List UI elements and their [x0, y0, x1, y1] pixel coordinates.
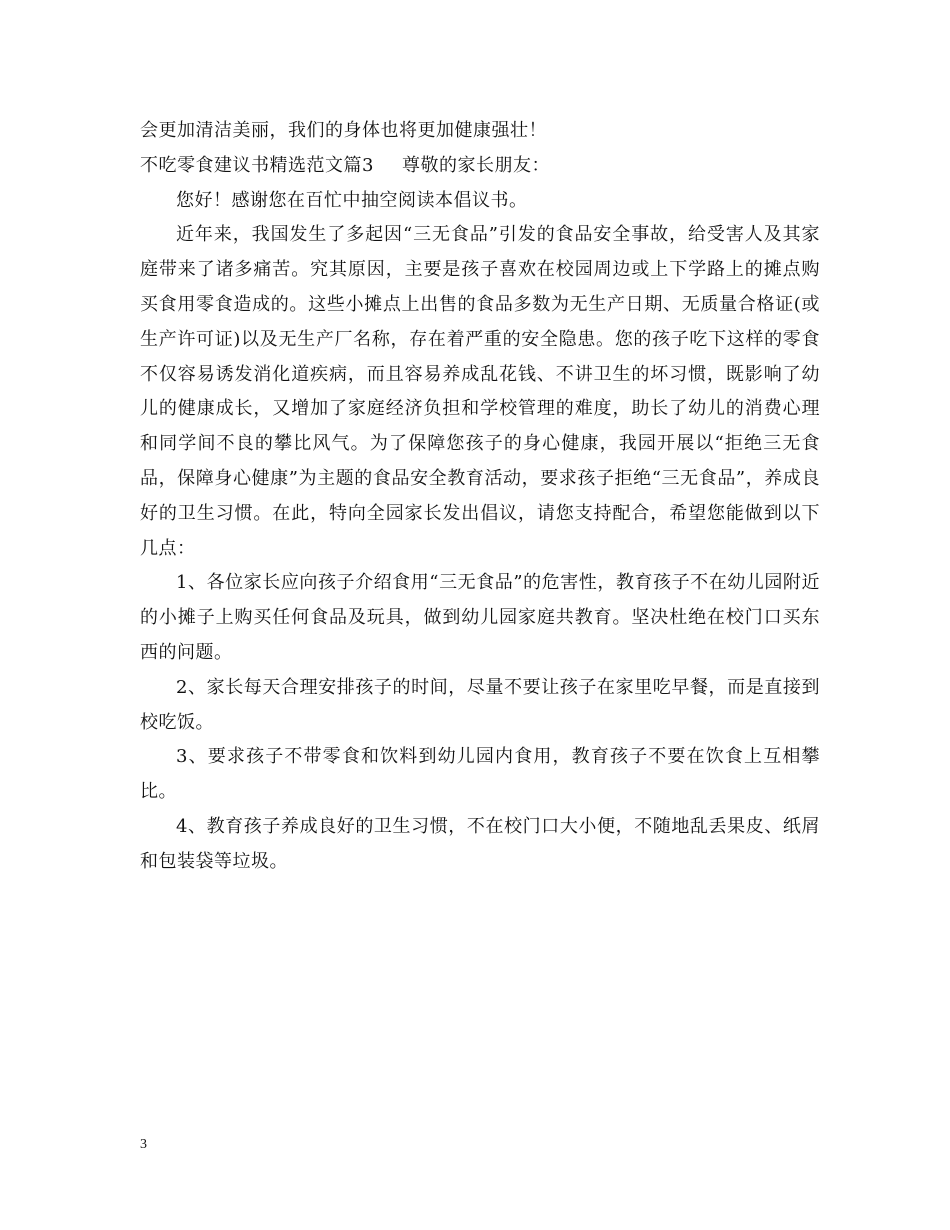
paragraph-point-4: 4、教育孩子养成良好的卫生习惯，不在校门口大小便，不随地乱丢果皮、纸屑和包装袋等垃圾。 — [140, 815, 820, 872]
paragraph-point-3: 3、要求孩子不带零食和饮料到幼儿园内食用，教育孩子不要在饮食上互相攀比。 — [140, 746, 820, 803]
section-heading-line — [140, 149, 820, 184]
section-title: 不吃零食建议书精选范文篇3 — [140, 154, 374, 176]
salutation: 尊敬的家长朋友： — [401, 154, 550, 176]
document-page — [140, 114, 820, 880]
paragraph-background: 近年来，我国发生了多起因“三无食品”引发的食品安全事故，给受害人及其家庭带来了诸多痛苦。究其原因，主要是孩子喜欢在校园周边或上下学路上的摊点购买食用零食造成的。这些小摊点上出售的食品多数为无生产日期、无质量合格证(或生产许可证)以及无生产厂名称，存在着严重的安全隐患。您的孩子吃下这样的零食不仅容易诱发消化道疾病，而且容易养成乱花钱、不讲卫生的坏习惯，既影响了幼儿的健康成长，又增加了家庭经济负担和学校管理的难度，助长了幼儿的消费心理和同学间不良的攀比风气。为了保障您孩子的身心健康，我园开展以“拒绝三无食品，保障身心健康”为主题的食品安全教育活动，要求孩子拒绝“三无食品”，养成良好的卫生习惯。在此，特向全园家长发出倡议，请您支持配合，希望您能做到以下几点： — [140, 224, 820, 559]
paragraph-point-2: 2、家长每天合理安排孩子的时间，尽量不要让孩子在家里吃早餐，而是直接到校吃饭。 — [140, 676, 820, 733]
continued-line: 会更加清洁美丽，我们的身体也将更加健康强壮！ — [140, 120, 547, 141]
paragraph-point-1: 1、各位家长应向孩子介绍食用“三无食品”的危害性，教育孩子不在幼儿园附近的小摊子上购买任何食品及玩具，做到幼儿园家庭共教育。坚决杜绝在校门口买东西的问题。 — [140, 572, 820, 663]
page-number: 3 — [140, 1137, 147, 1152]
paragraph-greeting: 您好！感谢您在百忙中抽空阅读本倡议书。 — [176, 189, 528, 211]
